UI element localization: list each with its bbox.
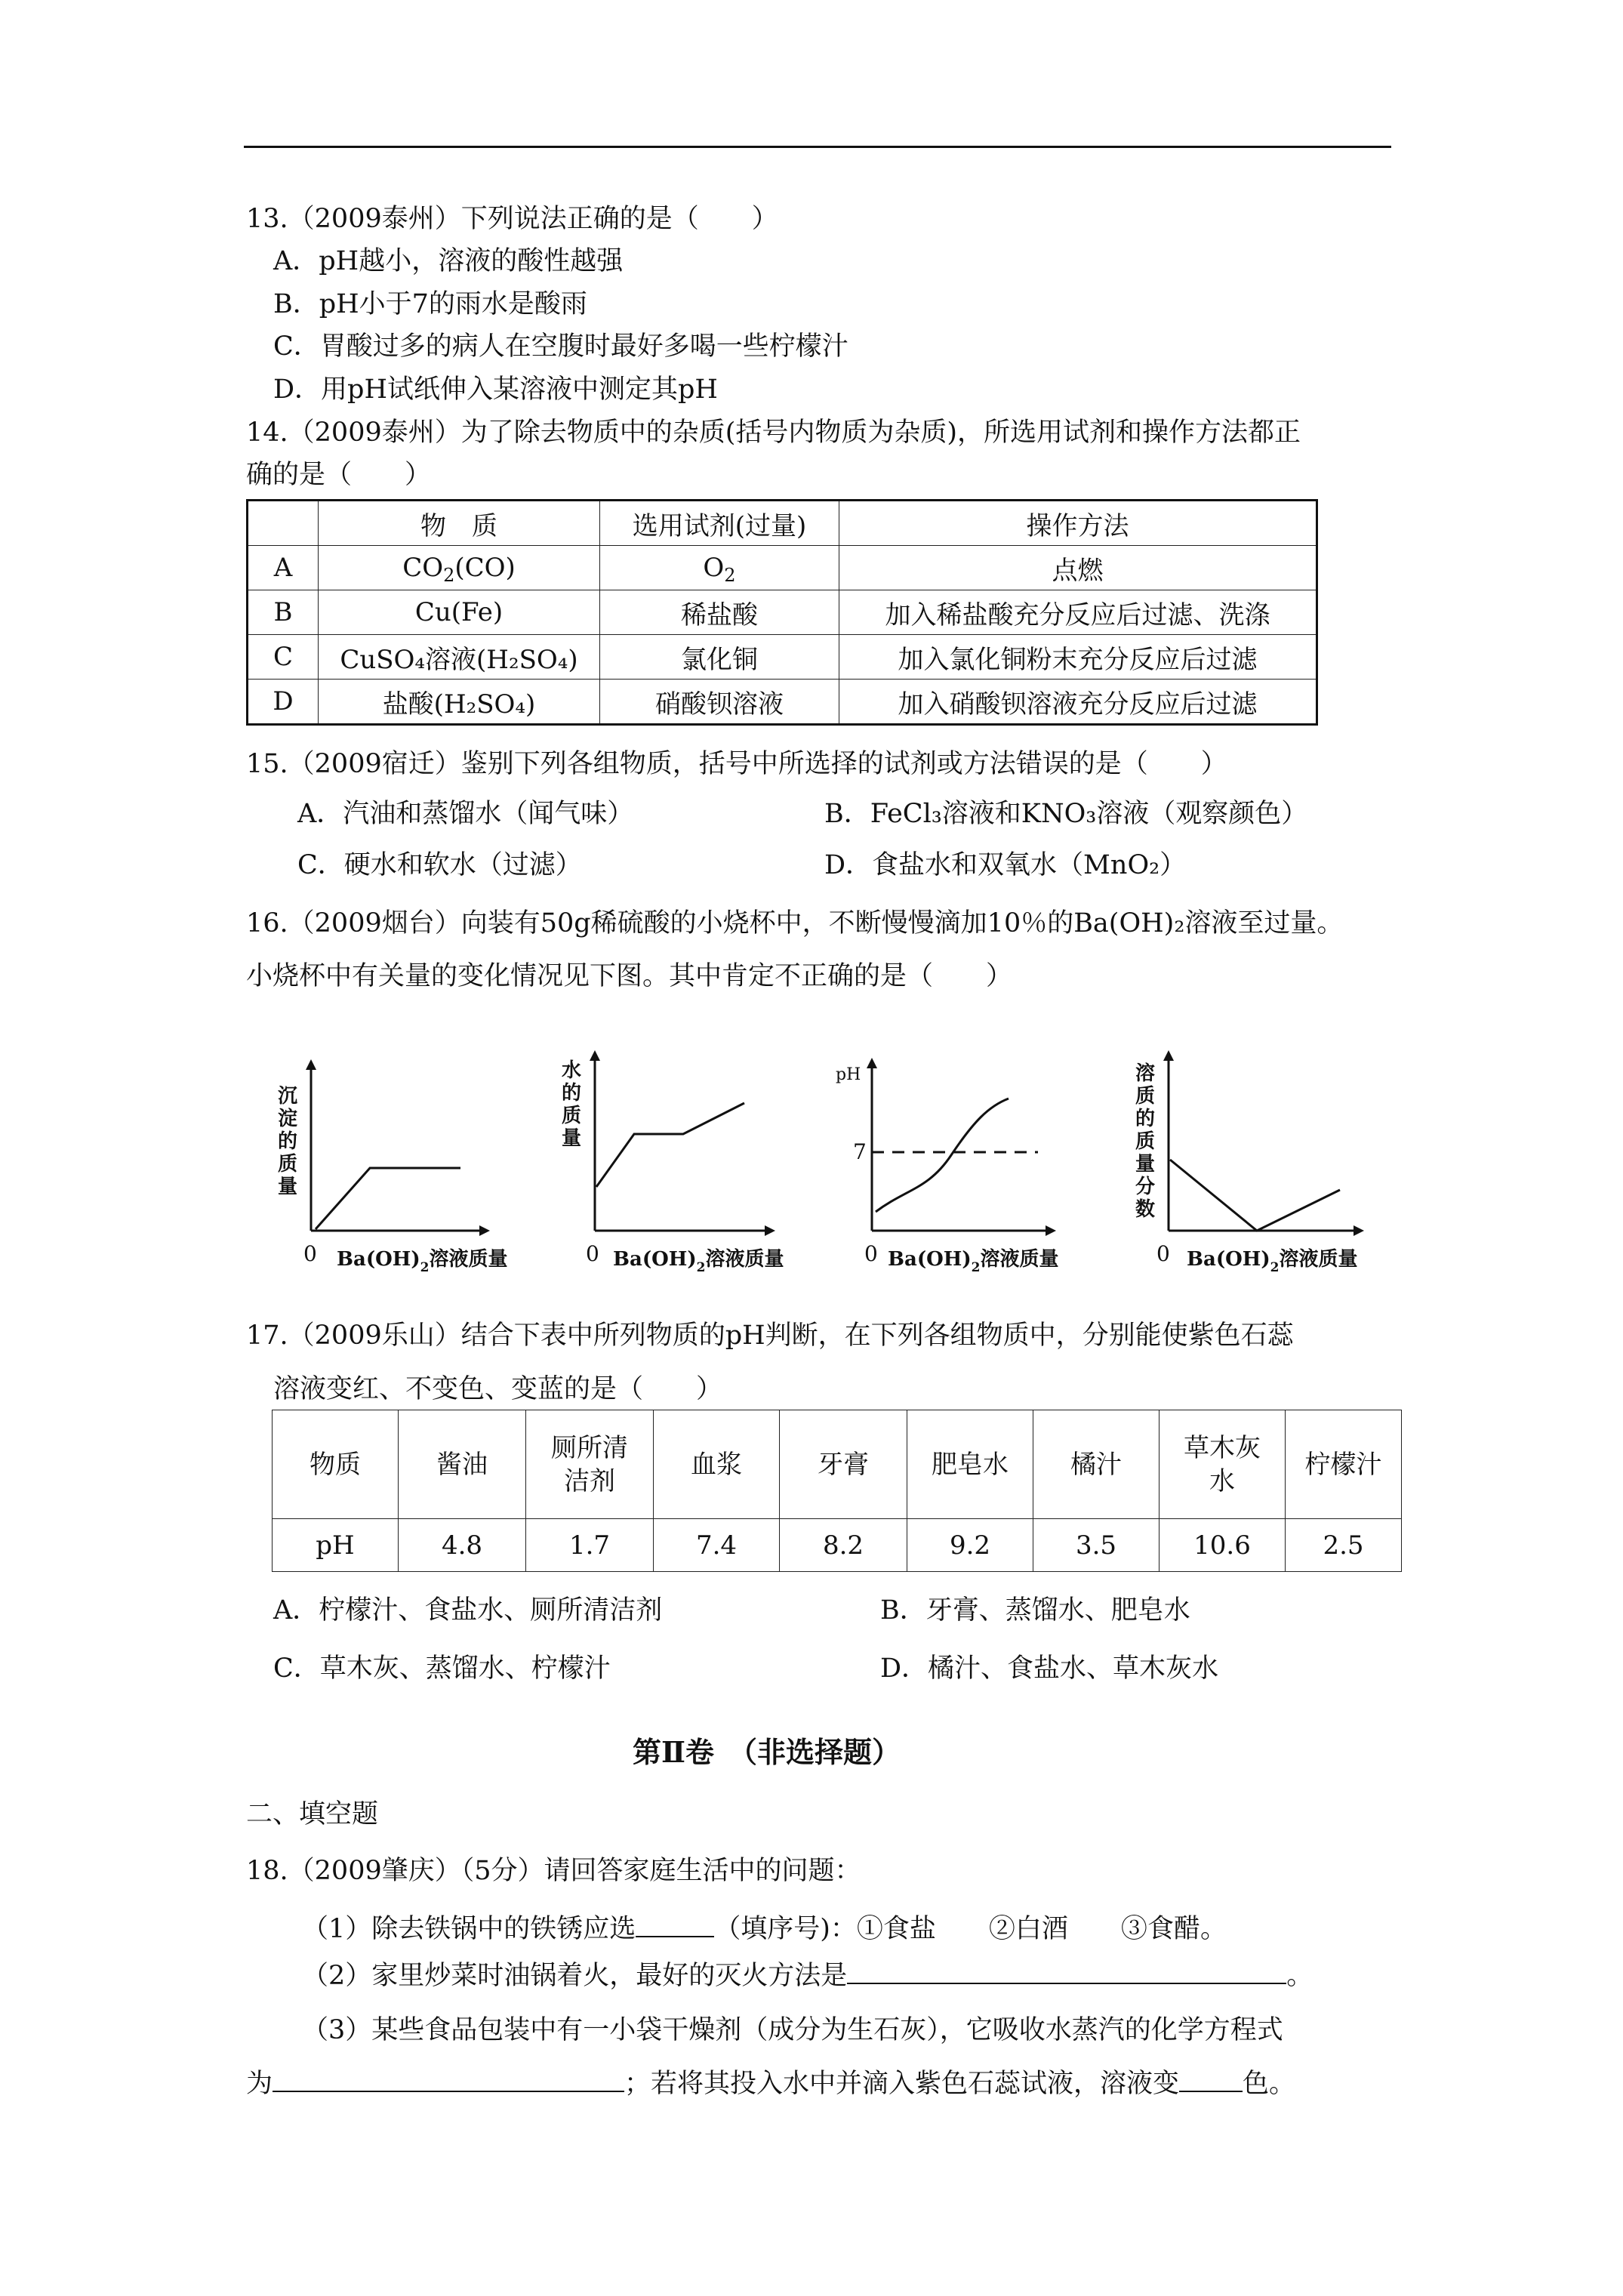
row-label: D xyxy=(248,680,319,725)
cell-line: 厕所清 xyxy=(551,1432,628,1463)
reagent-cell: 氯化铜 xyxy=(600,635,839,680)
q18-part3-text-b: ；若将其投入水中并滴入紫色石蕊试液，溶液变 xyxy=(624,2069,1180,2099)
substance-rest: (CO) xyxy=(454,553,516,583)
substance-sub: 2 xyxy=(443,565,455,586)
svg-text:的: 的 xyxy=(562,1082,582,1105)
graph-curve xyxy=(1170,1160,1340,1231)
origin-label: 0 xyxy=(864,1241,878,1266)
table-cell: 柠檬汁 xyxy=(1286,1410,1402,1519)
graph-curve xyxy=(876,1099,1009,1212)
table-cell: 7.4 xyxy=(654,1519,780,1572)
q18-part2-end: 。 xyxy=(1286,1961,1313,1991)
y-axis-label xyxy=(278,1085,297,1198)
table-row xyxy=(248,680,1317,725)
q17-table xyxy=(272,1410,1402,1572)
cell-line: 水 xyxy=(1209,1465,1235,1496)
method-cell: 加入硝酸钡溶液充分反应后过滤 xyxy=(839,680,1317,725)
y-axis-label: pH xyxy=(836,1065,861,1084)
q13-option-c[interactable]: C．胃酸过多的病人在空腹时最好多喝一些柠檬汁 xyxy=(273,331,848,362)
q17-option-d[interactable]: D．橘汁、食盐水、草木灰水 xyxy=(880,1653,1219,1684)
table-cell: 物质 xyxy=(273,1410,399,1519)
method-cell: 点燃 xyxy=(839,546,1317,590)
table-row xyxy=(248,546,1317,590)
x-axis-label: $Ba(OH)_2$溶液质量 xyxy=(888,1248,1059,1275)
substance-cell: CuSO₄溶液(H₂SO₄) xyxy=(319,635,600,680)
q17-stem-line1: 17.（2009乐山）结合下表中所列物质的pH判断，在下列各组物质中，分别能使紫色石蕊 xyxy=(246,1321,1294,1351)
reagent-sub: 2 xyxy=(724,565,736,586)
table-cell: 4.8 xyxy=(399,1519,526,1572)
q18-part3-line2 xyxy=(246,2067,1295,2100)
svg-text:质: 质 xyxy=(1135,1085,1156,1108)
q14-stem-line1: 14.（2009泰州）为了除去物质中的杂质(括号内物质为杂质)，所选用试剂和操作方法都正 xyxy=(246,418,1301,448)
q17-stem-line2: 溶液变红、不变色、变蓝的是（ ） xyxy=(273,1374,723,1404)
table-cell: 橘汁 xyxy=(1033,1410,1160,1519)
table-cell: 酱油 xyxy=(399,1410,526,1519)
table-cell: 8.2 xyxy=(780,1519,907,1572)
table-cell: 2.5 xyxy=(1286,1519,1402,1572)
table-row xyxy=(273,1410,1402,1519)
table-cell: 1.7 xyxy=(526,1519,654,1572)
table-cell: 血浆 xyxy=(654,1410,780,1519)
graph-curve xyxy=(596,1103,744,1187)
answer-blank-3[interactable] xyxy=(273,2068,624,2092)
q18-part3-text-c: 色。 xyxy=(1243,2069,1296,2099)
svg-text:质: 质 xyxy=(562,1105,582,1127)
q18-part1-text: （1）除去铁锅中的铁锈应选 xyxy=(302,1914,636,1944)
table-row xyxy=(248,590,1317,635)
q16-stem-line1: 16.（2009烟台）向装有50g稀硫酸的小烧杯中，不断慢慢滴加10％的Ba(OH)₂溶液至过量。 xyxy=(246,908,1344,938)
origin-label: 0 xyxy=(586,1241,599,1266)
q18-part2 xyxy=(302,1959,1313,1992)
q13-option-a[interactable]: A．pH越小，溶液的酸性越强 xyxy=(273,246,624,276)
table-header-cell: 操作方法 xyxy=(839,501,1317,546)
q15-stem: 15.（2009宿迁）鉴别下列各组物质，括号中所选择的试剂或方法错误的是（ ） xyxy=(246,749,1227,779)
svg-text:质: 质 xyxy=(1135,1130,1156,1153)
section-title: 第Ⅱ卷 （非选择题） xyxy=(633,1735,901,1769)
q16-stem-line2: 小烧杯中有关量的变化情况见下图。其中肯定不正确的是（ ） xyxy=(246,961,1013,991)
graph-precipitate-mass xyxy=(311,1065,485,1231)
x-axis-label: $Ba(OH)_2$溶液质量 xyxy=(337,1248,508,1275)
q17-option-c[interactable]: C．草木灰、蒸馏水、柠檬汁 xyxy=(273,1653,611,1684)
q13-option-b[interactable]: B．pH小于7的雨水是酸雨 xyxy=(273,289,587,319)
q15-option-b[interactable]: B．FeCl₃溶液和KNO₃溶液（观察颜色） xyxy=(824,799,1308,829)
q14-table xyxy=(246,499,1318,726)
q18-part1-options: （填序号)：①食盐 ②白酒 ③食醋。 xyxy=(714,1914,1227,1944)
svg-text:水: 水 xyxy=(562,1059,582,1082)
q15-option-d[interactable]: D．食盐水和双氧水（MnO₂） xyxy=(824,850,1187,880)
row-label: C xyxy=(248,635,319,680)
cell-line: 洁剂 xyxy=(564,1465,615,1496)
y-axis-label xyxy=(562,1059,581,1150)
svg-text:数: 数 xyxy=(1135,1198,1156,1221)
q16-graphs xyxy=(0,1042,1623,1299)
table-cell xyxy=(526,1410,654,1519)
answer-blank-2[interactable] xyxy=(847,1960,1286,1984)
origin-label: 0 xyxy=(1156,1241,1170,1266)
table-row xyxy=(273,1519,1402,1572)
substance-cell xyxy=(319,546,600,590)
section-subtitle: 二、填空题 xyxy=(246,1799,379,1829)
q18-part1 xyxy=(302,1912,1227,1946)
answer-blank-1[interactable] xyxy=(636,1913,714,1937)
table-cell: 10.6 xyxy=(1160,1519,1286,1572)
q18-part2-text: （2）家里炒菜时油锅着火，最好的灭火方法是 xyxy=(302,1961,848,1991)
svg-text:量: 量 xyxy=(278,1176,298,1198)
row-label: A xyxy=(248,546,319,590)
table-row xyxy=(248,635,1317,680)
y-axis-label xyxy=(1135,1062,1155,1221)
header-rule xyxy=(244,146,1391,148)
table-cell: 3.5 xyxy=(1033,1519,1160,1572)
svg-text:分: 分 xyxy=(1135,1176,1156,1198)
table-cell: pH xyxy=(273,1519,399,1572)
svg-text:的: 的 xyxy=(278,1130,298,1153)
substance-main: CO xyxy=(402,553,444,583)
x-axis-label: $Ba(OH)_2$溶液质量 xyxy=(613,1248,784,1275)
table-header-cell: 物 质 xyxy=(319,501,600,546)
q15-option-a[interactable]: A．汽油和蒸馏水（闻气味） xyxy=(297,799,634,829)
answer-blank-4[interactable] xyxy=(1179,2068,1243,2092)
q17-option-a[interactable]: A．柠檬汁、食盐水、厕所清洁剂 xyxy=(273,1595,663,1626)
q14-stem-line2: 确的是（ ） xyxy=(246,460,432,490)
svg-text:的: 的 xyxy=(1135,1108,1156,1130)
cell-line: 草木灰 xyxy=(1184,1432,1261,1463)
q13-stem: 13.（2009泰州）下列说法正确的是（ ） xyxy=(246,204,778,234)
table-header-row xyxy=(248,501,1317,546)
q18-part3-line1: （3）某些食品包装中有一小袋干燥剂（成分为生石灰），它吸收水蒸汽的化学方程式 xyxy=(302,2015,1283,2045)
x-axis-label: $Ba(OH)_2$溶液质量 xyxy=(1187,1248,1358,1275)
q18-part3-text-a: 为 xyxy=(246,2069,273,2099)
q18-stem: 18.（2009肇庆）（5分）请回答家庭生活中的问题： xyxy=(246,1856,861,1886)
graph-water-mass xyxy=(595,1056,770,1231)
table-cell: 牙膏 xyxy=(780,1410,907,1519)
table-header-cell xyxy=(248,501,319,546)
graph-solute-fraction xyxy=(1169,1056,1359,1231)
method-cell: 加入氯化铜粉末充分反应后过滤 xyxy=(839,635,1317,680)
table-cell: 肥皂水 xyxy=(907,1410,1033,1519)
reagent-main: O xyxy=(703,553,725,583)
table-header-cell: 选用试剂(过量) xyxy=(600,501,839,546)
row-label: B xyxy=(248,590,319,635)
table-cell xyxy=(1160,1410,1286,1519)
q17-option-b[interactable]: B．牙膏、蒸馏水、肥皂水 xyxy=(880,1595,1190,1626)
q13-option-d[interactable]: D．用pH试纸伸入某溶液中测定其pH xyxy=(273,374,718,405)
graph-ph xyxy=(872,1063,1051,1231)
svg-text:溶: 溶 xyxy=(1135,1062,1156,1085)
svg-text:量: 量 xyxy=(1135,1153,1156,1176)
table-cell: 9.2 xyxy=(907,1519,1033,1572)
svg-text:淀: 淀 xyxy=(278,1108,298,1130)
reagent-cell: 稀盐酸 xyxy=(600,590,839,635)
reagent-cell: 硝酸钡溶液 xyxy=(600,680,839,725)
svg-text:质: 质 xyxy=(278,1153,298,1176)
svg-text:沉: 沉 xyxy=(278,1085,298,1108)
q15-option-c[interactable]: C．硬水和软水（过滤） xyxy=(297,850,582,880)
substance-cell: Cu(Fe) xyxy=(319,590,600,635)
tick-label-7: 7 xyxy=(853,1139,867,1164)
reagent-cell xyxy=(600,546,839,590)
substance-cell: 盐酸(H₂SO₄) xyxy=(319,680,600,725)
svg-text:量: 量 xyxy=(562,1127,582,1150)
method-cell: 加入稀盐酸充分反应后过滤、洗涤 xyxy=(839,590,1317,635)
origin-label: 0 xyxy=(303,1241,317,1266)
graph-curve xyxy=(316,1168,460,1229)
